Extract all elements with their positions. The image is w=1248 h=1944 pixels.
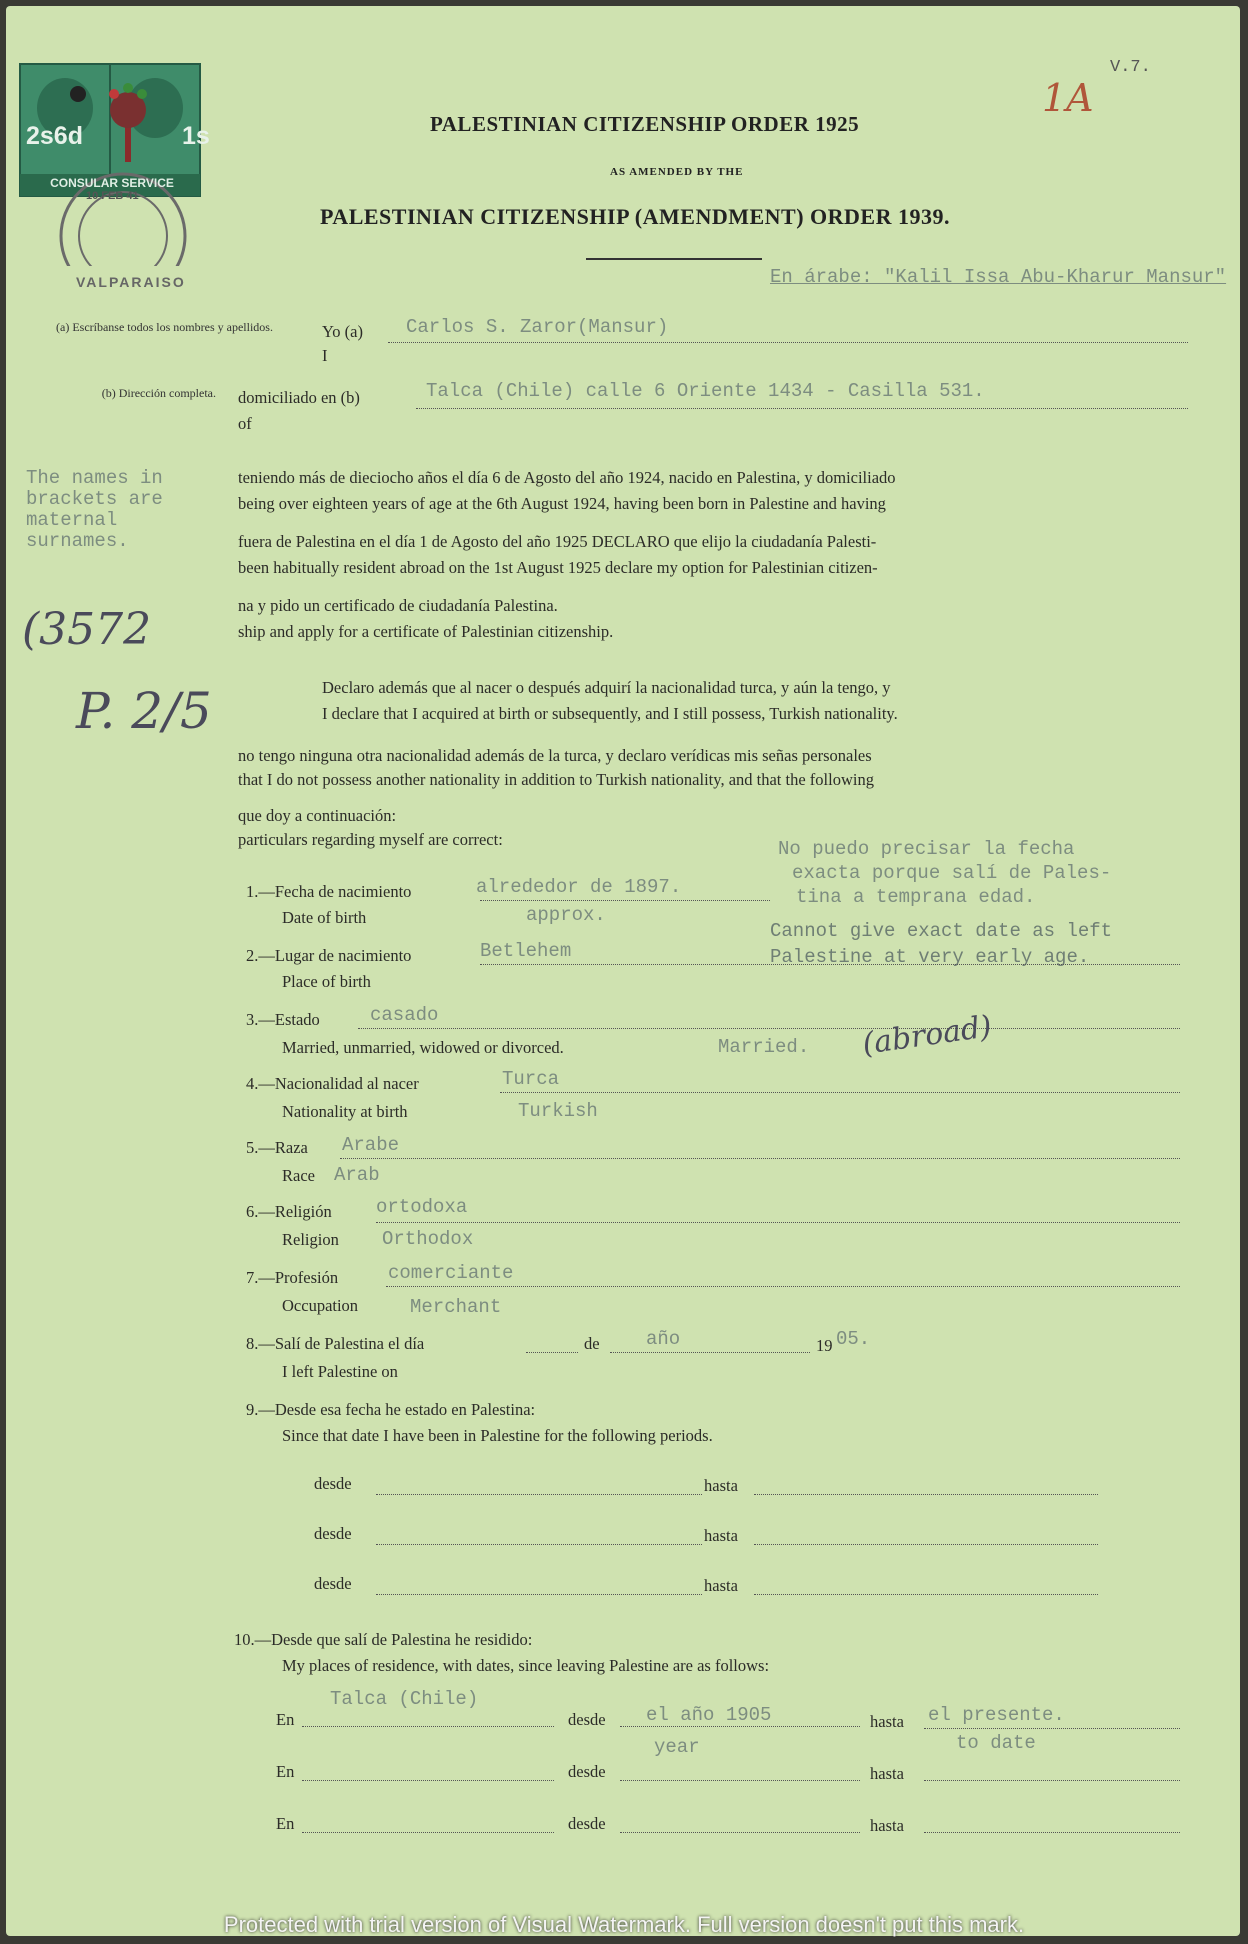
name-line [388, 342, 1188, 343]
residence2-from-line [620, 1780, 860, 1781]
p1-en-line1: being over eighteen years of age at the 6th August 1924, having been born in Palestine and having [238, 494, 886, 513]
i-label: I [322, 346, 328, 365]
of-label: of [238, 414, 252, 433]
stamp-right-value: 1s [182, 122, 210, 150]
p2-en-line1: I declare that I acquired at birth or subsequently, and I still possess, Turkish nationality. [322, 704, 898, 723]
residence1-to-en: to date [956, 1732, 1036, 1754]
residence1-place-line [302, 1726, 554, 1727]
item8-year-prefix: 19 [816, 1336, 833, 1355]
item2-es: 2.—Lugar de nacimiento [246, 946, 412, 965]
residence1-to-line [924, 1728, 1180, 1729]
item1-value: alrededor de 1897. [476, 876, 682, 898]
item3-es: 3.—Estado [246, 1010, 320, 1029]
watermark-text: Protected with trial version of Visual Watermark. Full version doesn't put this mark. [223, 1912, 1025, 1937]
reference-code: V.7. [1110, 58, 1151, 77]
p1-es-line2: fuera de Palestina en el día 1 de Agosto del año 1925 DECLARO que elijo la ciudadanía Palesti- [238, 532, 877, 551]
item4-value: Turca [502, 1068, 560, 1090]
item8-es-a: 8.—Salí de Palestina el día [246, 1334, 425, 1353]
p1-es-line1: teniendo más de dieciocho años el día 6 de Agosto del año 1924, nacido en Palestina, y domiciliado [238, 468, 896, 487]
period1-from-line [376, 1494, 702, 1495]
postmark-city: VALPARAISO [76, 274, 186, 290]
item3-handwritten: (abroad) [860, 1009, 994, 1062]
item10-es: 10.—Desde que salí de Palestina he residido: [234, 1630, 533, 1649]
p2-es-line3: que doy a continuación: [238, 806, 397, 825]
item10-en: My places of residence, with dates, since leaving Palestine are as follows: [282, 1656, 770, 1675]
handwritten-initials: P. 2/5 [76, 682, 212, 740]
name-value: Carlos S. Zaror(Mansur) [406, 316, 669, 338]
item7-es: 7.—Profesión [246, 1268, 339, 1287]
period3-from-line [376, 1594, 702, 1595]
item8-en: I left Palestine on [282, 1362, 398, 1381]
period3-hasta: hasta [704, 1576, 738, 1595]
birth-note-en-1: Cannot give exact date as left [770, 920, 1113, 942]
item9-es: 9.—Desde esa fecha he estado en Palestina: [246, 1400, 536, 1419]
p2-en-line3: particulars regarding myself are correct: [238, 830, 503, 849]
item4-value-en: Turkish [518, 1100, 598, 1122]
domicile-value: Talca (Chile) calle 6 Oriente 1434 - Casilla 531. [426, 380, 985, 402]
note-a: (a) Escríbanse todos los nombres y apellidos. [56, 320, 273, 334]
birth-note-es-3: tina a temprana edad. [796, 886, 1036, 908]
stamp-left-value: 2s6d [26, 122, 83, 150]
item6-value: ortodoxa [376, 1196, 468, 1218]
item9-en: Since that date I have been in Palestine for the following periods. [282, 1426, 713, 1445]
period1-to-line [754, 1494, 1098, 1495]
item5-value-en: Arab [334, 1164, 380, 1186]
residence3-to-line [924, 1832, 1180, 1833]
residence3-desde: desde [568, 1814, 606, 1833]
document-page [6, 6, 1240, 1936]
item5-es: 5.—Raza [246, 1138, 308, 1157]
typed-margin-note: The names in brackets are maternal surnames. [26, 467, 163, 552]
item3-value-en: Married. [718, 1036, 810, 1058]
item3-en: Married, unmarried, widowed or divorced. [282, 1038, 564, 1057]
p2-en-line2: that I do not possess another nationality in addition to Turkish nationality, and that the following [238, 770, 874, 789]
residence3-hasta: hasta [870, 1816, 904, 1835]
item7-en: Occupation [282, 1296, 359, 1315]
item4-en: Nationality at birth [282, 1102, 408, 1121]
period2-from-line [376, 1544, 702, 1545]
item1-line [480, 900, 770, 901]
item7-value: comerciante [388, 1262, 514, 1284]
item6-es: 6.—Religión [246, 1202, 332, 1221]
yo-label: Yo (a) [322, 322, 363, 341]
note-b: (b) Dirección completa. [101, 386, 216, 400]
arabic-name-note: En árabe: "Kalil Issa Abu-Kharur Mansur" [770, 266, 1227, 288]
residence3-from-line [620, 1832, 860, 1833]
item5-line [340, 1158, 1180, 1159]
residence1-desde: desde [568, 1710, 606, 1729]
period2-to-line [754, 1544, 1098, 1545]
item1-en: Date of birth [282, 908, 367, 927]
period1-desde: desde [314, 1474, 352, 1493]
p2-es-line2: no tengo ninguna otra nacionalidad además de la turca, y declaro verídicas mis señas personales [238, 746, 872, 765]
item3-value: casado [370, 1004, 439, 1026]
item4-line [500, 1092, 1180, 1093]
revenue-stamps [18, 46, 228, 266]
item1-es: 1.—Fecha de nacimiento [246, 882, 412, 901]
residence1-en-label: En [276, 1710, 295, 1729]
residence1-hasta: hasta [870, 1712, 904, 1731]
item5-value: Arabe [342, 1134, 400, 1156]
item7-value-en: Merchant [410, 1296, 502, 1318]
period1-hasta: hasta [704, 1476, 738, 1495]
item2-line [480, 964, 1180, 965]
residence1-place: Talca (Chile) [330, 1688, 479, 1710]
item2-en: Place of birth [282, 972, 371, 991]
stamp-service-label: CONSULAR SERVICE [50, 176, 174, 190]
period2-hasta: hasta [704, 1526, 738, 1545]
birth-note-en-2: Palestine at very early age. [770, 946, 1090, 968]
birth-note-es-2: exacta porque salí de Pales- [792, 862, 1112, 884]
item6-line [376, 1222, 1180, 1223]
document-title: PALESTINIAN CITIZENSHIP ORDER 1925 [430, 112, 860, 136]
item1-value-en: approx. [526, 904, 606, 926]
birth-note-es-1: No puedo precisar la fecha [778, 838, 1075, 860]
item2-value: Betlehem [480, 940, 572, 962]
period2-desde: desde [314, 1524, 352, 1543]
period3-desde: desde [314, 1574, 352, 1593]
item8-month-value: año [646, 1328, 681, 1350]
residence2-en-label: En [276, 1762, 295, 1781]
handwritten-number: (3572 [22, 604, 152, 655]
item8-day-line [526, 1352, 578, 1353]
item7-line [386, 1286, 1180, 1287]
item4-es: 4.—Nacionalidad al nacer [246, 1074, 419, 1093]
document-amendment-title: PALESTINIAN CITIZENSHIP (AMENDMENT) ORDER 1939. [320, 204, 950, 229]
postmark-date: 10 FEB 41 [86, 190, 139, 202]
residence2-desde: desde [568, 1762, 606, 1781]
residence1-from-line [620, 1726, 860, 1727]
document-subtitle: AS AMENDED BY THE [610, 166, 744, 178]
residence3-en-label: En [276, 1814, 295, 1833]
period3-to-line [754, 1594, 1098, 1595]
domicile-line [416, 408, 1188, 409]
item6-value-en: Orthodox [382, 1228, 474, 1250]
item8-es-b: de [584, 1334, 600, 1353]
item6-en: Religion [282, 1230, 339, 1249]
item3-line [358, 1028, 1180, 1029]
domicile-label: domiciliado en (b) [238, 388, 360, 407]
item8-year-value: 05. [836, 1328, 871, 1350]
handwritten-reference: 1A [1042, 76, 1094, 120]
residence2-place-line [302, 1780, 554, 1781]
title-divider [586, 258, 762, 260]
residence3-place-line [302, 1832, 554, 1833]
item8-month-line [610, 1352, 810, 1353]
residence1-from-en: year [654, 1736, 700, 1758]
p1-en-line3: ship and apply for a certificate of Palestinian citizenship. [238, 622, 614, 641]
p2-es-line1: Declaro además que al nacer o después adquirí la nacionalidad turca, y aún la tengo, y [322, 678, 891, 697]
item5-en: Race [282, 1166, 315, 1185]
residence2-hasta: hasta [870, 1764, 904, 1783]
p1-es-line3: na y pido un certificado de ciudadanía Palestina. [238, 596, 558, 615]
residence2-to-line [924, 1780, 1180, 1781]
residence1-to: el presente. [928, 1704, 1065, 1726]
p1-en-line2: been habitually resident abroad on the 1st August 1925 declare my option for Palestinian citizen- [238, 558, 878, 577]
residence1-from: el año 1905 [646, 1704, 772, 1726]
